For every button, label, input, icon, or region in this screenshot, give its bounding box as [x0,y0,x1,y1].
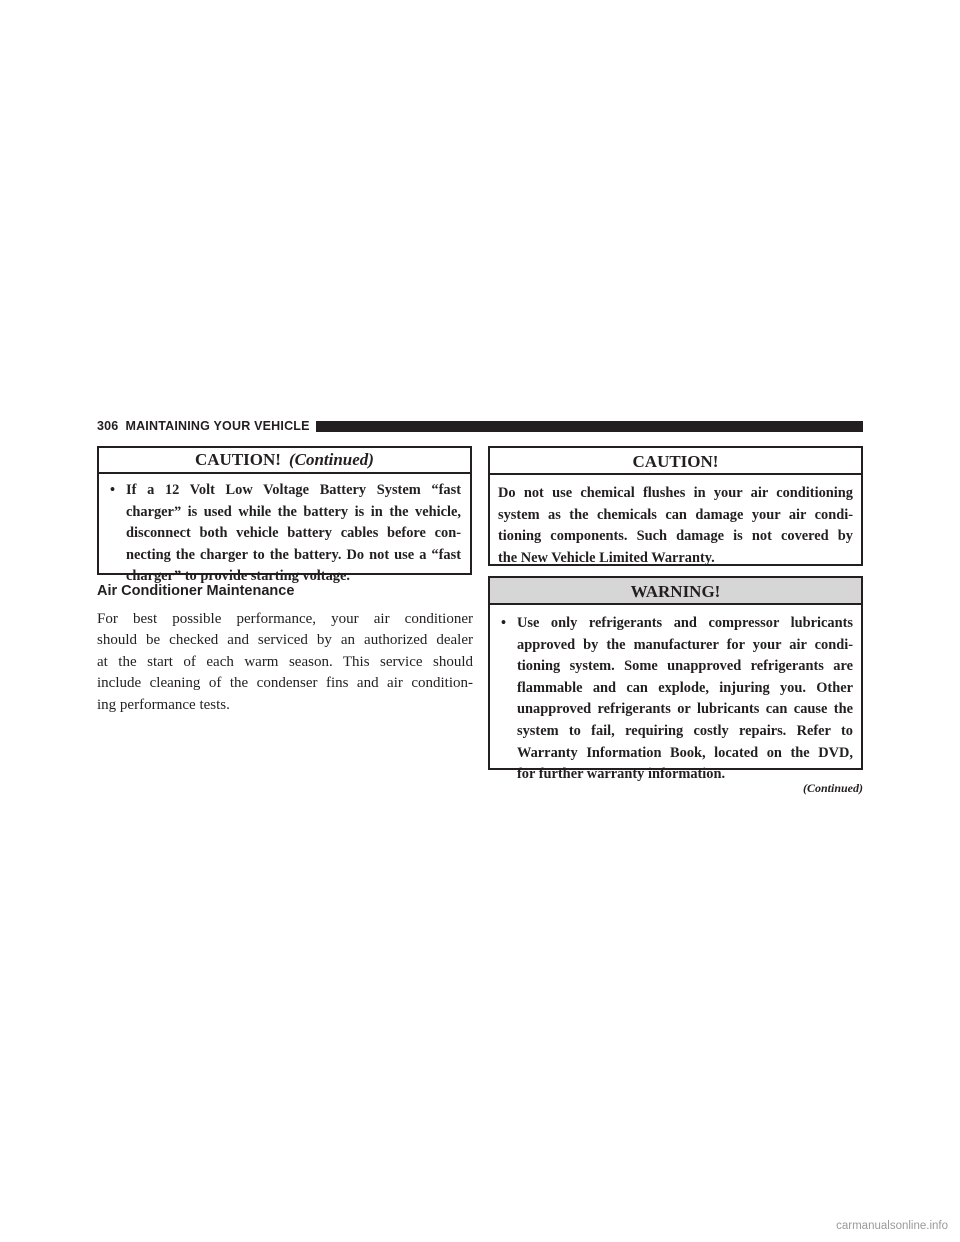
text-line: tioning system. Some unapproved refrigerants are [517,658,853,675]
text-line: charger” to provide starting voltage. [126,568,350,585]
text-line: approved by the manufacturer for your air condi- [517,636,853,653]
text-line: for further warranty information. [517,766,726,783]
bullet-item [106,480,461,588]
watermark: carmanualsonline.info [836,1220,948,1232]
text-line: necting the charger to the battery. Do not use a “fast [126,546,461,563]
text-line: unapproved refrigerants or lubricants can cause the [517,701,853,718]
text-line: should be checked and serviced by an authorized dealer [97,632,473,649]
header-rule [316,421,863,432]
bullet-item [497,613,853,786]
caution-chemical-box [488,446,863,566]
continued-label: (Continued) [802,781,863,795]
caution-continued-title [99,448,470,474]
caution-chemical-content [490,475,861,569]
warning-box [488,576,863,783]
text-line: Do not use chemical flushes in your air conditioning [498,485,853,501]
section-title: MAINTAINING YOUR VEHICLE [125,419,310,433]
caution-title-text: CAUTION! [195,450,281,469]
text-line: ing performance tests. [97,696,230,713]
text-line: tioning components. Such damage is not covered by [498,528,853,545]
text-line: disconnect both vehicle battery cables before con- [126,525,461,542]
page-header [97,419,863,433]
caution-continued-box [97,446,472,585]
text-line: If a 12 Volt Low Voltage Battery System “fast [126,482,461,498]
text-line: system to fail, requiring costly repairs. Refer to [517,722,853,739]
bullet-dot: • [110,482,116,498]
text-line: include cleaning of the condenser fins and air condition- [97,675,473,692]
warning-content [490,605,861,786]
section-heading: Air Conditioner Maintenance [97,583,295,599]
text-line: system as the chemicals can damage your air condi- [498,506,853,523]
caution-chemical-title: CAUTION! [490,448,861,475]
caution-continued-content [99,474,470,588]
text-line: For best possible performance, your air conditioner [97,611,473,627]
section-paragraph [97,609,473,716]
page-number: 306 [97,419,119,433]
bullet-dot: • [501,615,507,631]
text-line: charger” is used while the battery is in the vehicle, [126,503,461,520]
warning-title: WARNING! [490,578,861,605]
text-line: at the start of each warm season. This service should [97,653,473,670]
text-line: flammable and can explode, injuring you. Other [517,679,853,696]
text-line: Use only refrigerants and compressor lubricants [517,615,853,631]
text-line: the New Vehicle Limited Warranty. [498,549,715,566]
caution-continued-label: (Continued) [288,450,374,469]
text-line: Warranty Information Book, located on the DVD, [517,744,853,761]
